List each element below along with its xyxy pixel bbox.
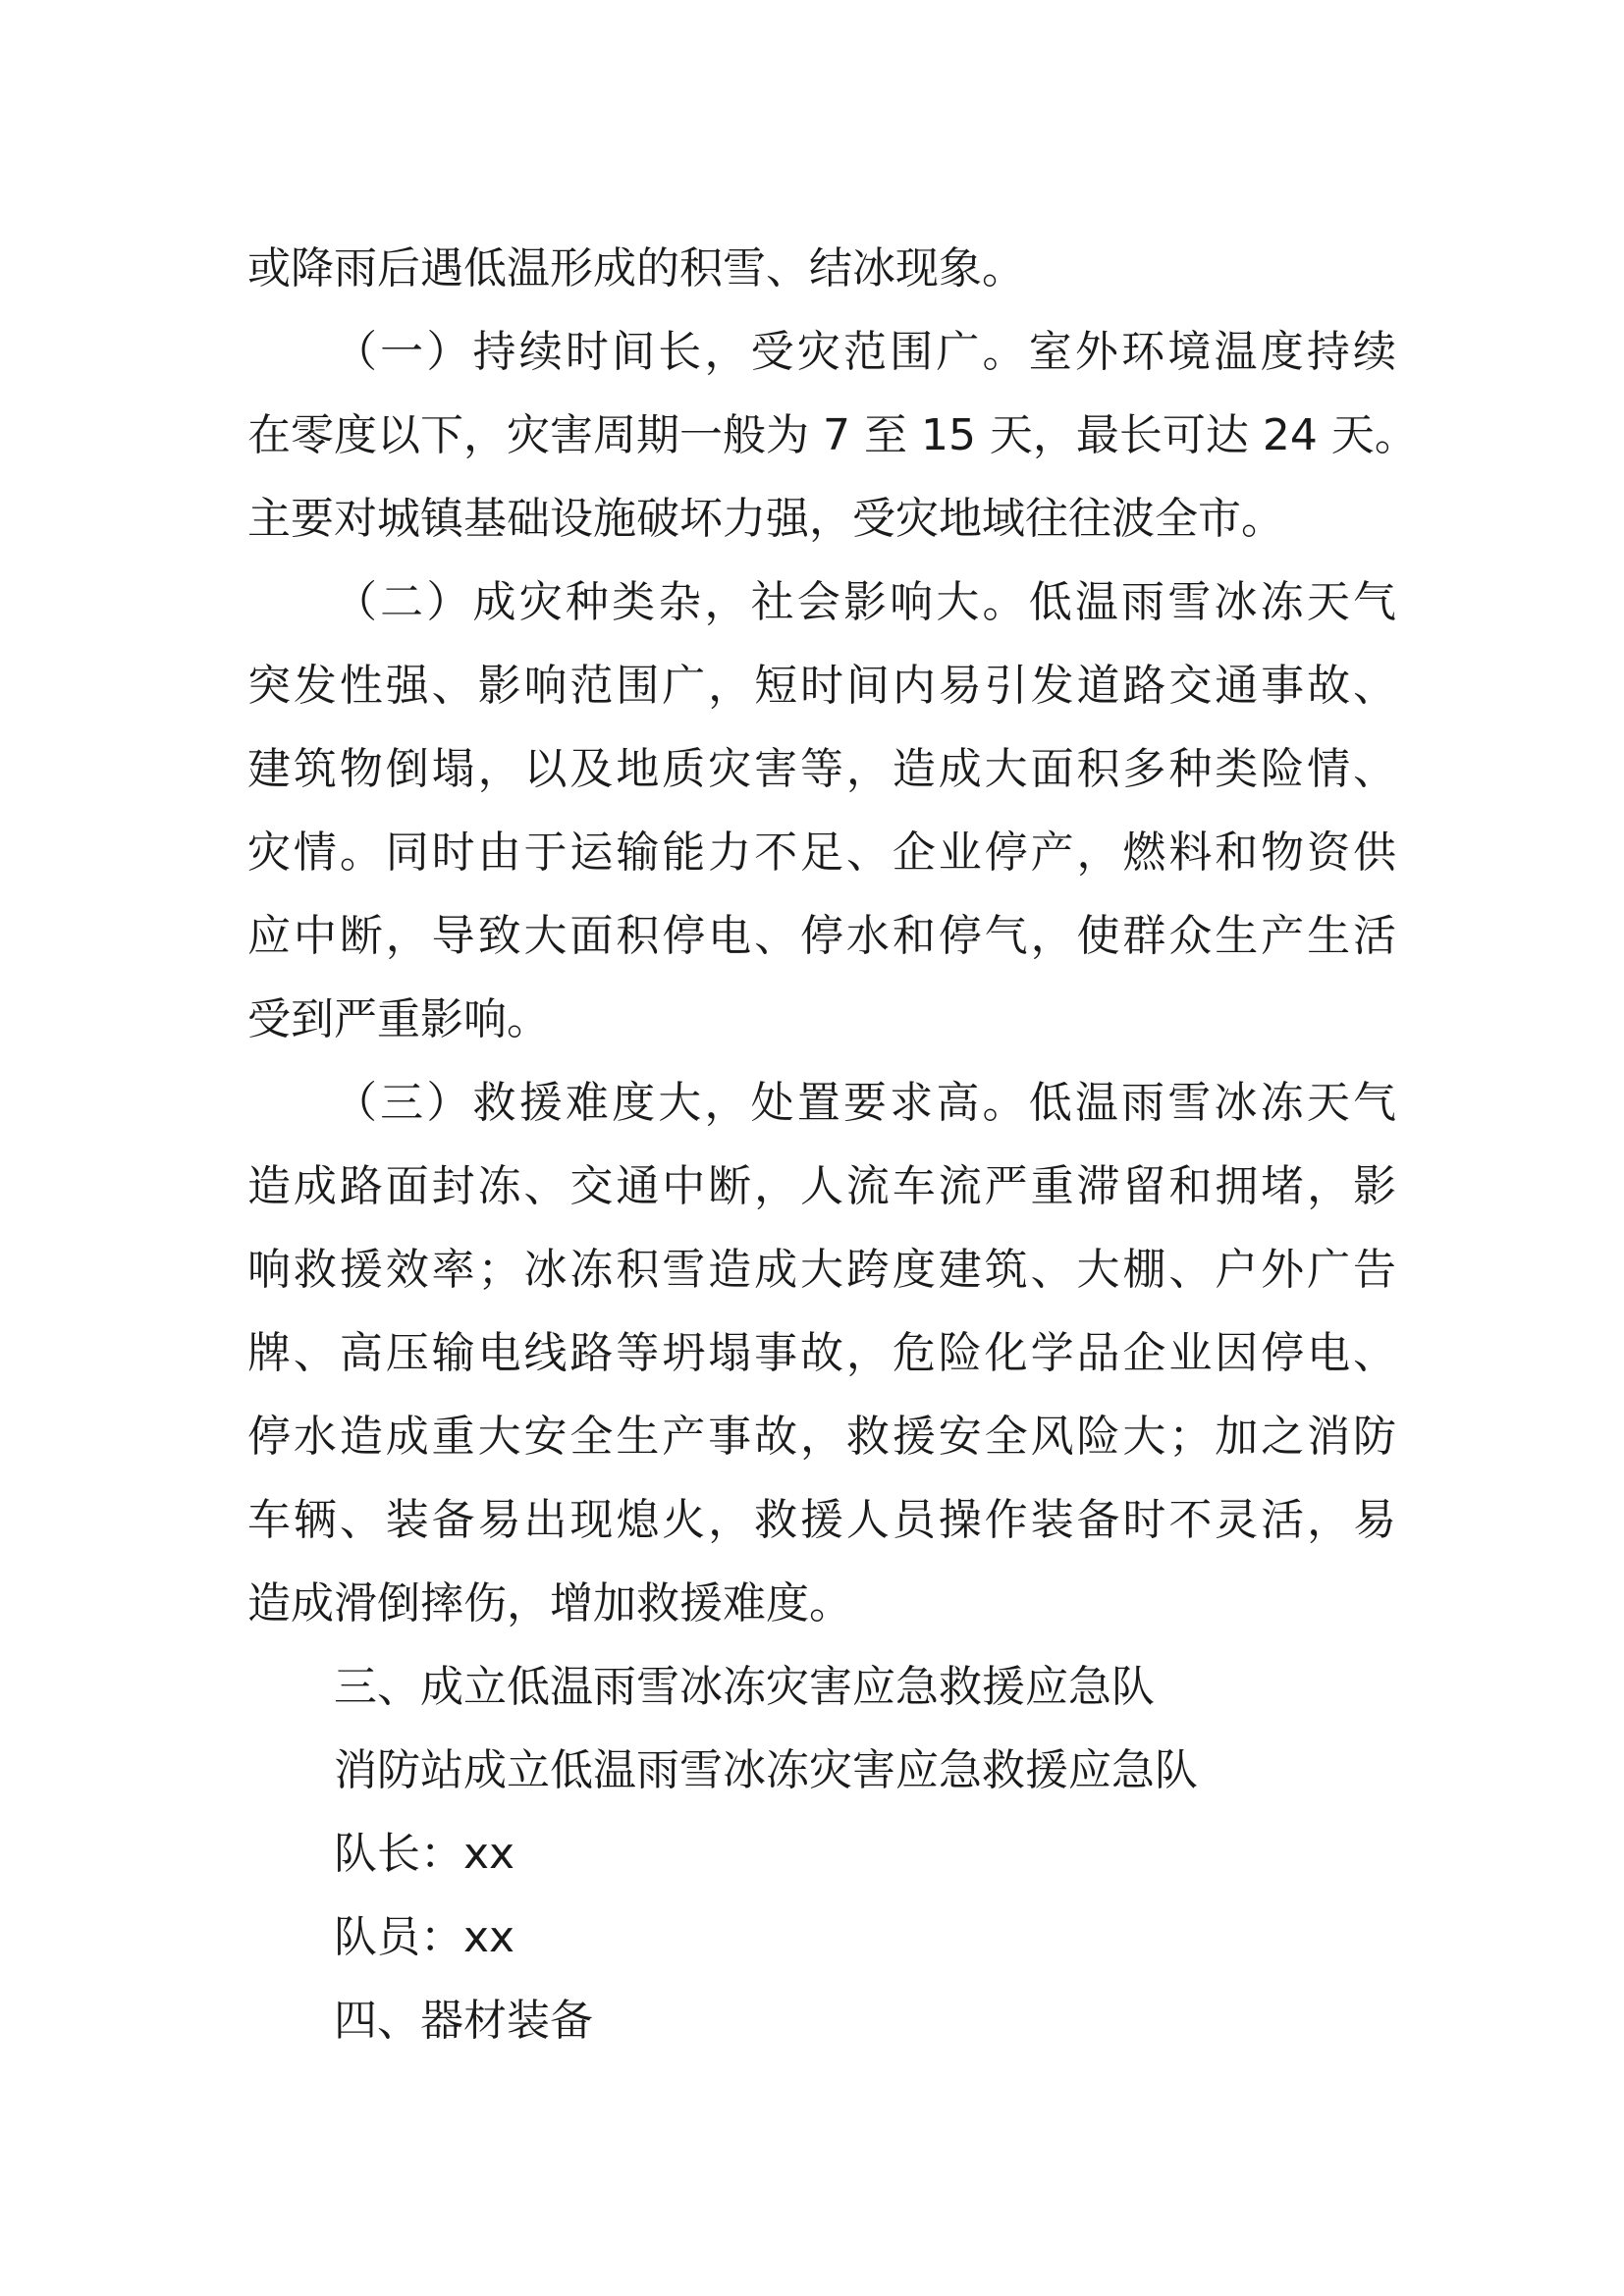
section-heading-4: 四、器材装备 <box>334 1996 593 2046</box>
team-members-line: 队员：xx <box>334 1912 515 1962</box>
body-line-4: 主要对城镇基础设施破坏力强，受灾地域往往波全市。 <box>247 494 1284 544</box>
body-line-13: 响救援效率；冰冻积雪造成大跨度建筑、大棚、户外广告 <box>247 1245 1396 1295</box>
section-3-heading-line: （三）救援难度大，处置要求高。低温雨雪冰冻天气 <box>334 1078 1396 1128</box>
body-line-16: 车辆、装备易出现熄火，救援人员操作装备时不灵活，易 <box>247 1495 1396 1545</box>
team-established-line: 消防站成立低温雨雪冰冻灾害应急救援应急队 <box>334 1745 1198 1795</box>
body-line-1: 或降雨后遇低温形成的积雪、结冰现象。 <box>247 243 1025 294</box>
section-heading-3: 三、成立低温雨雪冰冻灾害应急救援应急队 <box>334 1662 1155 1712</box>
body-line-15: 停水造成重大安全生产事故，救援安全风险大；加之消防 <box>247 1412 1396 1462</box>
body-line-8: 灾情。同时由于运输能力不足、企业停产，燃料和物资供 <box>247 828 1396 878</box>
section-2-heading-line: （二）成灾种类杂，社会影响大。低温雨雪冰冻天气 <box>334 577 1396 627</box>
body-line-14: 牌、高压输电线路等坍塌事故，危险化学品企业因停电、 <box>247 1328 1396 1378</box>
team-leader-line: 队长：xx <box>334 1829 515 1879</box>
body-line-6: 突发性强、影响范围广，短时间内易引发道路交通事故、 <box>247 661 1396 711</box>
body-line-9: 应中断，导致大面积停电、停水和停气，使群众生产生活 <box>247 911 1396 961</box>
body-line-12: 造成路面封冻、交通中断，人流车流严重滞留和拥堵，影 <box>247 1161 1396 1211</box>
body-line-3: 在零度以下，灾害周期一般为 7 至 15 天，最长可达 24 天。 <box>247 410 1418 460</box>
section-1-heading-line: （一）持续时间长，受灾范围广。室外环境温度持续 <box>334 327 1396 377</box>
body-line-17: 造成滑倒摔伤，增加救援难度。 <box>247 1578 852 1629</box>
body-line-7: 建筑物倒塌，以及地质灾害等，造成大面积多种类险情、 <box>247 744 1396 794</box>
body-line-10: 受到严重影响。 <box>247 994 550 1044</box>
